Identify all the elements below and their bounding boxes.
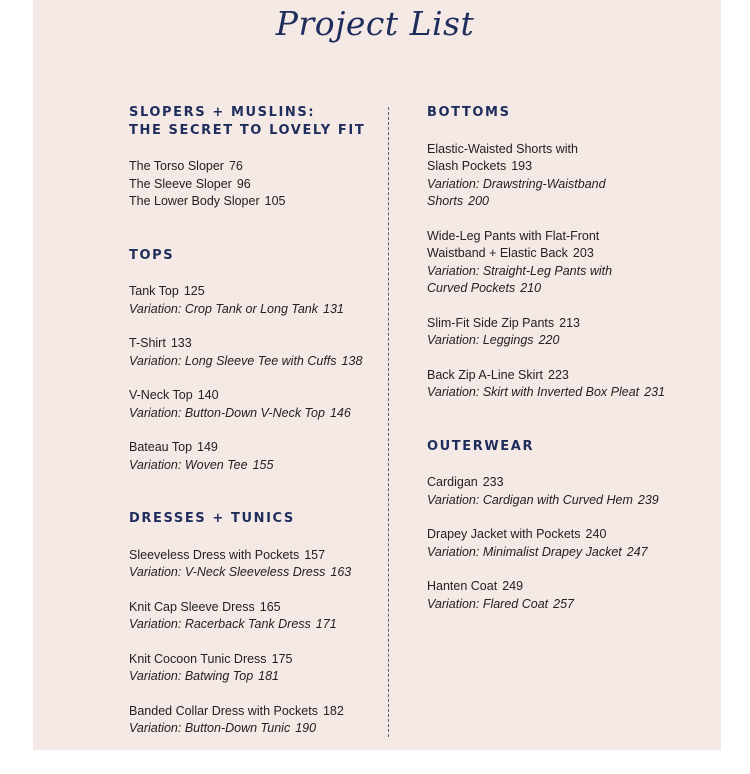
- section-heading-line: SLOPERS + MUSLINS:: [129, 105, 316, 120]
- page-number: 133: [170, 336, 192, 350]
- entry-title: Variation: Drawstring-Waistband: [427, 176, 606, 191]
- variation-line: [427, 384, 697, 402]
- variation-line: [129, 353, 379, 371]
- section-heading-line: OUTERWEAR: [427, 438, 535, 454]
- toc-entry: [129, 651, 379, 686]
- variation-line: [427, 176, 697, 194]
- project-line: [129, 283, 379, 301]
- project-line: [129, 158, 379, 176]
- entry-title: Bateau Top: [129, 440, 193, 454]
- column-divider: [388, 107, 389, 737]
- page-number: 181: [258, 669, 280, 683]
- page-number: 223: [548, 367, 569, 382]
- entry-title: Wide-Leg Pants with Flat-Front: [427, 228, 600, 243]
- toc-entry: [129, 599, 379, 634]
- toc-section: [129, 510, 379, 738]
- entry-title: Variation: Skirt with Inverted Box Pleat: [427, 385, 640, 399]
- entry-title: Variation: V-Neck Sleeveless Dress: [129, 565, 326, 579]
- project-line: [427, 245, 697, 263]
- page-number: 76: [228, 159, 243, 173]
- variation-line: [129, 616, 379, 634]
- toc-entry: [427, 315, 697, 350]
- variation-line: [129, 564, 379, 582]
- entry-title: Variation: Button-Down V-Neck Top: [129, 405, 325, 420]
- variation-line: [427, 332, 697, 350]
- entry-title: Cardigan: [427, 475, 478, 489]
- entry-title: Variation: Straight-Leg Pants with: [427, 263, 613, 278]
- variation-line: [129, 720, 379, 738]
- page-number: 149: [197, 440, 218, 454]
- variation-line: [427, 280, 697, 298]
- page-number: 220: [538, 333, 560, 347]
- page-number: 231: [644, 385, 665, 399]
- toc-entry: [129, 387, 379, 422]
- toc-entry: [129, 335, 379, 370]
- entry-title: The Lower Body Sloper: [129, 194, 260, 208]
- page-number: 140: [197, 388, 219, 402]
- variation-line: [427, 596, 697, 614]
- toc-section: [129, 247, 379, 475]
- entry-title: Variation: Button-Down Tunic: [129, 721, 291, 735]
- entry-title: The Torso Sloper: [129, 159, 224, 173]
- toc-section: [427, 104, 697, 402]
- page-number: 210: [520, 281, 542, 295]
- page-number: 171: [315, 617, 337, 631]
- entry-title: Variation: Woven Tee: [129, 457, 248, 472]
- entry-title: Variation: Leggings: [427, 333, 534, 347]
- right-column: [427, 104, 697, 649]
- page-number: 131: [323, 301, 344, 316]
- entry-title: T-Shirt: [129, 336, 166, 350]
- page-number: 157: [304, 547, 326, 562]
- entry-title: Curved Pockets: [427, 281, 516, 295]
- page-number: 249: [502, 579, 524, 593]
- project-line: [427, 367, 697, 385]
- page-number: 239: [637, 492, 659, 507]
- project-line: [129, 651, 379, 669]
- page-number: 96: [236, 176, 251, 191]
- project-line: [129, 599, 379, 617]
- section-heading-line: BOTTOMS: [427, 105, 511, 120]
- toc-entry: [427, 367, 697, 402]
- section-heading: [129, 510, 379, 528]
- entry-title: Knit Cocoon Tunic Dress: [129, 651, 267, 666]
- project-line: [427, 526, 697, 544]
- entry-title: Back Zip A-Line Skirt: [427, 367, 544, 382]
- page-number: 233: [482, 475, 504, 489]
- toc-entry: [129, 283, 379, 318]
- entry-title: Sleeveless Dress with Pockets: [129, 547, 300, 562]
- variation-line: [427, 492, 697, 510]
- page-number: 203: [572, 246, 594, 260]
- page-number: 175: [271, 651, 293, 666]
- page-number: 247: [626, 544, 648, 559]
- page-number: 163: [330, 565, 352, 579]
- page-number: 213: [559, 315, 580, 330]
- entry-title: Banded Collar Dress with Pockets: [129, 703, 318, 718]
- page-title: Project List: [275, 4, 475, 43]
- project-line: [427, 315, 697, 333]
- page-number: 190: [295, 721, 317, 735]
- entry-title: Slash Pockets: [427, 159, 507, 173]
- section-heading: [427, 438, 697, 456]
- toc-entry: [129, 703, 379, 738]
- toc-section: [427, 438, 697, 614]
- project-line: [129, 387, 379, 405]
- page-number: 155: [252, 457, 274, 472]
- section-heading-line: DRESSES + TUNICS: [129, 511, 295, 526]
- page-number: 182: [322, 703, 344, 718]
- entry-title: V-Neck Top: [129, 388, 193, 402]
- entry-title: Variation: Crop Tank or Long Tank: [129, 301, 319, 316]
- entry-title: Elastic-Waisted Shorts with: [427, 141, 578, 156]
- section-heading: [129, 104, 379, 139]
- page-number: 105: [264, 194, 286, 208]
- toc-entry: [427, 526, 697, 561]
- section-heading: [129, 247, 379, 265]
- toc-entry: [427, 228, 697, 298]
- entry-title: Variation: Cardigan with Curved Hem: [427, 492, 633, 507]
- variation-line: [427, 263, 697, 281]
- page-number: 146: [329, 405, 351, 420]
- variation-line: [129, 457, 379, 475]
- variation-line: [427, 544, 697, 562]
- toc-section: [129, 104, 379, 211]
- page-number: 200: [468, 194, 489, 208]
- project-line: [129, 176, 379, 194]
- page-number: 165: [259, 599, 281, 614]
- page-number: 257: [553, 596, 574, 611]
- project-line: [129, 193, 379, 211]
- variation-line: [129, 301, 379, 319]
- entry-title: Shorts: [427, 194, 464, 208]
- entry-title: Hanten Coat: [427, 579, 498, 593]
- entry-title: Variation: Batwing Top: [129, 669, 254, 683]
- left-column: [129, 104, 379, 774]
- section-heading-line: TOPS: [129, 247, 175, 263]
- variation-line: [129, 668, 379, 686]
- entry-title: Waistband + Elastic Back: [427, 246, 568, 260]
- page-number: 125: [183, 284, 205, 298]
- toc-entry: [427, 474, 697, 509]
- section-heading-line: THE SECRET TO LOVELY FIT: [129, 122, 366, 138]
- entry-title: The Sleeve Sloper: [129, 176, 232, 191]
- toc-entry: [427, 578, 697, 613]
- project-line: [129, 547, 379, 565]
- toc-entry: [129, 547, 379, 582]
- page-number: 193: [511, 159, 533, 173]
- project-line: [427, 141, 697, 159]
- page-number: 240: [585, 527, 607, 541]
- project-line: [129, 703, 379, 721]
- entry-title: Variation: Minimalist Drapey Jacket: [427, 544, 622, 559]
- project-line: [427, 158, 697, 176]
- entry-title: Tank Top: [129, 284, 179, 298]
- entry-title: Drapey Jacket with Pockets: [427, 527, 581, 541]
- entry-title: Variation: Flared Coat: [427, 596, 549, 611]
- entry-title: Slim-Fit Side Zip Pants: [427, 315, 555, 330]
- toc-entry: [427, 141, 697, 211]
- section-heading: [427, 104, 697, 122]
- toc-entry: [129, 439, 379, 474]
- entry-title: Variation: Racerback Tank Dress: [129, 617, 311, 631]
- variation-line: [427, 193, 697, 211]
- variation-line: [129, 405, 379, 423]
- project-line: [129, 439, 379, 457]
- page-number: 138: [341, 353, 363, 368]
- entry-title: Variation: Long Sleeve Tee with Cuffs: [129, 353, 337, 368]
- entry-title: Knit Cap Sleeve Dress: [129, 599, 255, 614]
- project-line: [427, 578, 697, 596]
- toc-entry: [129, 158, 379, 211]
- project-line: [427, 474, 697, 492]
- project-line: [129, 335, 379, 353]
- project-line: [427, 228, 697, 246]
